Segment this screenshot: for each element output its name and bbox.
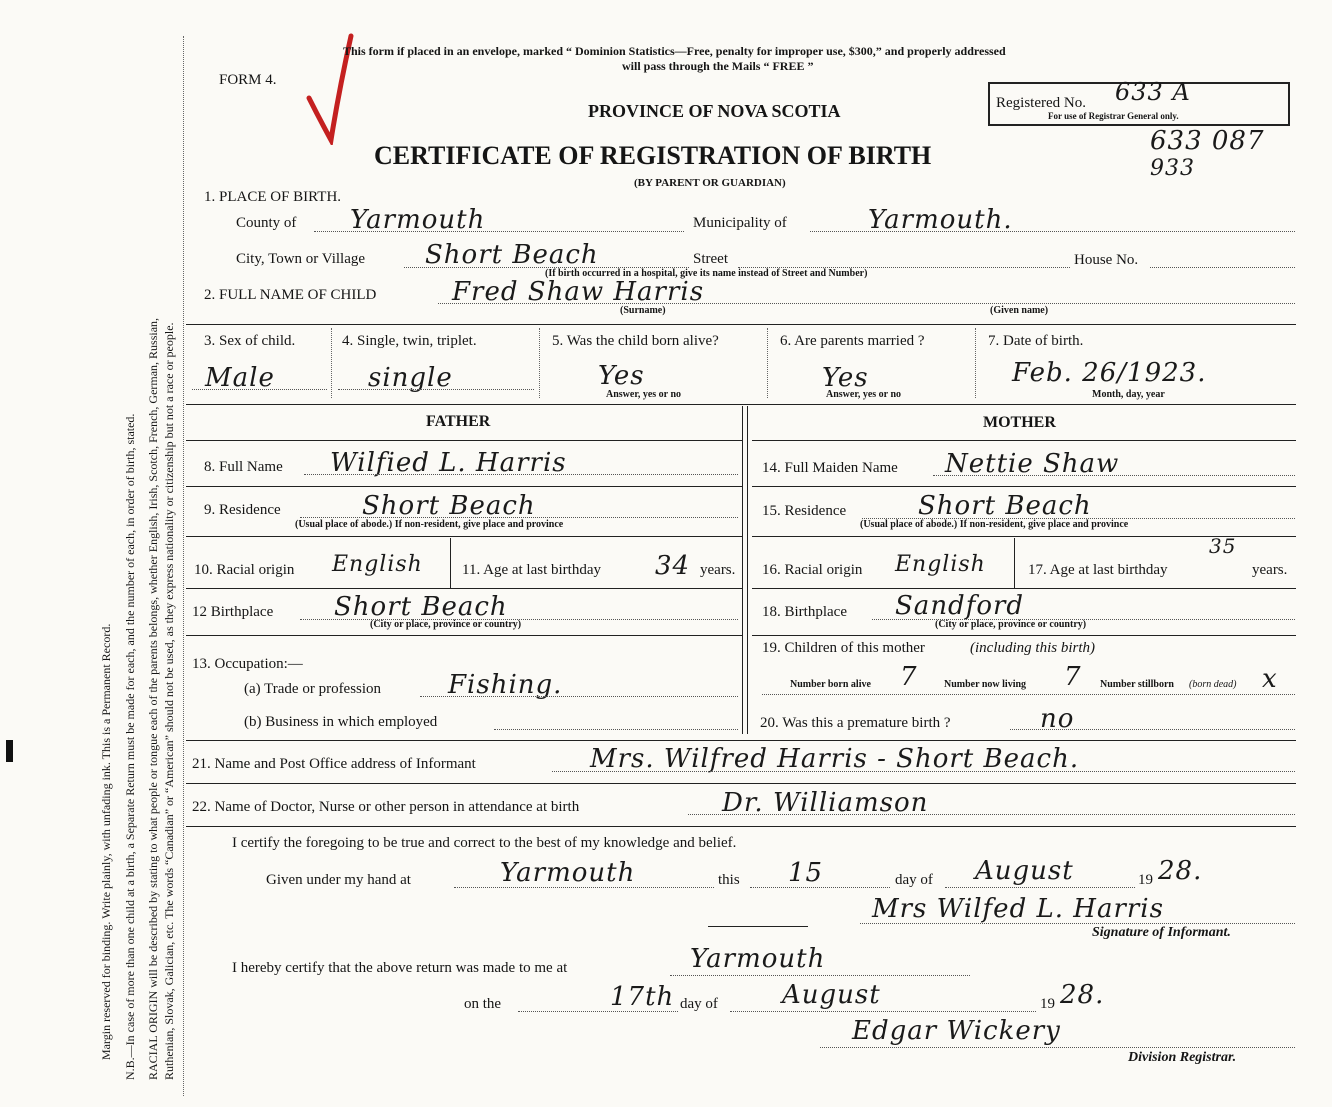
married-label: 6. Are parents married ? xyxy=(780,333,925,349)
certify-day: 15 xyxy=(788,858,824,888)
trade-label: (a) Trade or profession xyxy=(244,681,382,697)
postal-notice-line-2: will pass through the Mails “ FREE ” xyxy=(622,59,814,73)
given-name-note: (Given name) xyxy=(990,305,1049,316)
dob-value: Feb. 26/1923. xyxy=(1012,358,1207,388)
registrar-year-prefix: 19 xyxy=(1040,996,1055,1012)
page-title: CERTIFICATE OF REGISTRATION OF BIRTH xyxy=(374,141,932,170)
trade-value: Fishing. xyxy=(448,670,563,700)
registrar-month: August xyxy=(782,980,881,1010)
side-note-3: RACIAL ORIGIN will be described by stating to what people or tongue each of the parents belongs, whether English, Irish, Scotch, French, German, Russian, xyxy=(146,317,160,1080)
certify-month: August xyxy=(975,856,1074,886)
occupation-label: 13. Occupation:— xyxy=(192,656,303,672)
doctor-value: Dr. Williamson xyxy=(722,788,929,818)
married-value: Yes xyxy=(822,363,869,393)
premature-label: 20. Was this a premature birth ? xyxy=(760,715,951,731)
stillborn-note: (born dead) xyxy=(1189,679,1237,690)
child-name-label: 2. FULL NAME OF CHILD xyxy=(204,287,377,303)
province-title: PROVINCE OF NOVA SCOTIA xyxy=(588,101,841,121)
certify-text: I certify the foregoing to be true and correct to the best of my knowledge and belief. xyxy=(232,835,737,851)
certify-year-prefix: 19 xyxy=(1138,872,1153,888)
registrar-day: 17th xyxy=(610,982,675,1012)
father-age-unit: years. xyxy=(700,562,736,578)
side-note-2: N.B.—In case of more than one child at a birth, a Separate Return must be made for each, and the number of each, in order of birth, stated. xyxy=(123,413,137,1080)
sex-label: 3. Sex of child. xyxy=(204,333,296,349)
informant-signature: Mrs Wilfed L. Harris xyxy=(872,894,1164,924)
hospital-note: (If birth occurred in a hospital, give its name instead of Street and Number) xyxy=(545,268,868,279)
father-age-label: 11. Age at last birthday xyxy=(462,562,601,578)
mother-name-label: 14. Full Maiden Name xyxy=(762,460,898,476)
registrar-signature: Edgar Wickery xyxy=(852,1016,1061,1046)
stillborn-count: x xyxy=(1262,664,1278,694)
side-note-1: Margin reserved for binding. Write plainly, with unfading ink. This is a Permanent Record. xyxy=(99,623,113,1060)
father-age-value: 34 xyxy=(655,551,691,581)
born-alive-count-label: Number born alive xyxy=(790,679,871,690)
registrar-place: Yarmouth xyxy=(690,944,826,974)
father-residence-label: 9. Residence xyxy=(204,502,281,518)
mother-birthplace-note: (City or place, province or country) xyxy=(935,619,1087,630)
living-count: 7 xyxy=(1064,662,1082,692)
margin-number-sub: 933 xyxy=(1150,156,1195,181)
margin-rule xyxy=(183,36,184,1096)
registrar-on-label: on the xyxy=(464,996,502,1012)
form-label: FORM 4. xyxy=(219,72,277,88)
side-note-4: Ruthenian, Slovak, Galician, etc. The words “Canadian” or “American” should not be used, as they express nationality or citizenship but not a race or people. xyxy=(162,322,176,1080)
doctor-label: 22. Name of Doctor, Nurse or other person in attendance at birth xyxy=(192,799,580,815)
children-label: 19. Children of this mother xyxy=(762,640,925,656)
multiplicity-value: single xyxy=(368,363,453,393)
municipality-value: Yarmouth. xyxy=(868,205,1013,235)
county-value: Yarmouth xyxy=(350,205,486,235)
registrar-signature-label: Division Registrar. xyxy=(1128,1050,1237,1065)
mother-residence-label: 15. Residence xyxy=(762,503,847,519)
mother-residence-value: Short Beach xyxy=(918,491,1092,521)
city-value: Short Beach xyxy=(425,240,599,270)
registrar-text: I hereby certify that the above return was made to me at xyxy=(232,960,568,976)
street-label: Street xyxy=(693,251,728,267)
born-alive-note: Answer, yes or no xyxy=(606,389,682,400)
premature-value: no xyxy=(1040,704,1075,734)
mother-header: MOTHER xyxy=(983,414,1056,431)
living-count-label: Number now living xyxy=(944,679,1027,690)
house-label: House No. xyxy=(1074,252,1139,268)
mother-birthplace-value: Sandford xyxy=(895,591,1025,621)
place-of-birth-label: 1. PLACE OF BIRTH. xyxy=(204,189,342,205)
father-residence-value: Short Beach xyxy=(362,491,536,521)
registered-note: For use of Registrar General only. xyxy=(1048,111,1179,121)
mother-race-value: English xyxy=(895,552,986,577)
registered-label: Registered No. xyxy=(996,95,1086,111)
mother-birthplace-label: 18. Birthplace xyxy=(762,604,847,620)
registrar-day-of-label: day of xyxy=(680,996,718,1012)
father-header: FATHER xyxy=(426,413,491,430)
father-race-label: 10. Racial origin xyxy=(194,562,295,578)
mother-age-unit: years. xyxy=(1252,562,1288,578)
born-alive-count: 7 xyxy=(900,662,918,692)
business-label: (b) Business in which employed xyxy=(244,714,438,730)
given-at-place: Yarmouth xyxy=(500,858,636,888)
children-note: (including this birth) xyxy=(970,640,1095,656)
mother-age-value: 35 xyxy=(1209,534,1237,558)
informant-value: Mrs. Wilfred Harris - Short Beach. xyxy=(590,744,1080,774)
page-subtitle: (BY PARENT OR GUARDIAN) xyxy=(634,177,786,189)
certify-year: 28. xyxy=(1158,856,1203,886)
informant-signature-label: Signature of Informant. xyxy=(1092,925,1231,940)
mother-race-label: 16. Racial origin xyxy=(762,562,863,578)
mother-name-value: Nettie Shaw xyxy=(945,449,1120,479)
father-residence-note: (Usual place of abode.) If non-resident, give place and province xyxy=(295,519,564,530)
dob-label: 7. Date of birth. xyxy=(988,333,1084,349)
multiplicity-label: 4. Single, twin, triplet. xyxy=(342,333,477,349)
father-name-value: Wilfied L. Harris xyxy=(330,448,567,478)
father-birthplace-value: Short Beach xyxy=(334,592,508,622)
dob-note: Month, day, year xyxy=(1092,389,1165,400)
county-label: County of xyxy=(236,215,297,231)
father-birthplace-label: 12 Birthplace xyxy=(192,604,274,620)
father-race-value: English xyxy=(332,552,423,577)
postal-notice-line-1: This form if placed in an envelope, marked “ Dominion Statistics—Free, penalty for improper use, $300,” and properly addressed xyxy=(343,44,1006,58)
mother-age-label: 17. Age at last birthday xyxy=(1028,562,1168,578)
binding-mark xyxy=(6,740,13,762)
mother-residence-note: (Usual place of abode.) If non-resident, give place and province xyxy=(860,519,1129,530)
informant-label: 21. Name and Post Office address of Informant xyxy=(192,756,476,772)
sex-value: Male xyxy=(205,363,275,393)
surname-note: (Surname) xyxy=(620,305,666,316)
father-name-label: 8. Full Name xyxy=(204,459,283,475)
margin-number: 633 087 xyxy=(1150,126,1265,156)
municipality-label: Municipality of xyxy=(693,215,787,231)
child-name-value: Fred Shaw Harris xyxy=(452,277,705,307)
father-birthplace-note: (City or place, province or country) xyxy=(370,619,522,630)
certify-day-of-label: day of xyxy=(895,872,933,888)
stillborn-label: Number stillborn xyxy=(1100,679,1174,690)
certify-this-label: this xyxy=(718,872,740,888)
registered-number: 633 A xyxy=(1115,78,1191,106)
born-alive-label: 5. Was the child born alive? xyxy=(552,333,719,349)
born-alive-value: Yes xyxy=(598,361,645,391)
given-at-label: Given under my hand at xyxy=(266,872,411,888)
city-label: City, Town or Village xyxy=(236,251,366,267)
married-note: Answer, yes or no xyxy=(826,389,902,400)
registrar-year: 28. xyxy=(1060,980,1105,1010)
